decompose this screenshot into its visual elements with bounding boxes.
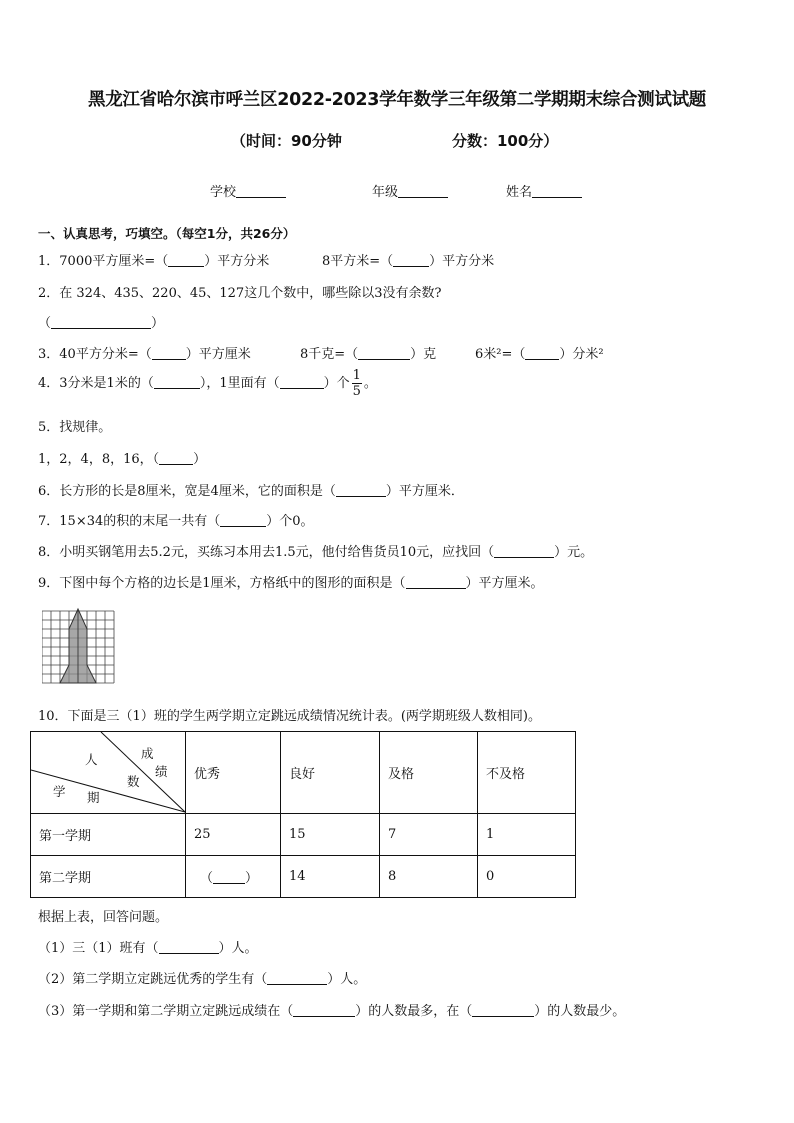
question-4: 4．3分米是1米的（ ），1里面有（ ）个 $\frac{1}{5}$ 。 <box>38 368 377 399</box>
section-heading: 一、认真思考，巧填空。（每空1分，共26分） <box>38 226 296 241</box>
answer-blank[interactable] <box>159 452 193 465</box>
column-header: 不及格 <box>478 732 576 814</box>
row-label: 第二学期 <box>31 856 186 898</box>
column-header: 良好 <box>281 732 380 814</box>
question-3c: 6米²=（ ）分米² <box>475 347 604 362</box>
page-title: 黑龙江省哈尔滨市呼兰区2022-2023学年数学三年级第二学期期末综合测试试题 <box>88 90 706 110</box>
answer-blank[interactable] <box>267 972 327 985</box>
question-8: 8．小明买钢笔用去5.2元，买练习本用去1.5元，他付给售货员10元，应找回（ ）元。 <box>38 545 594 560</box>
answer-blank[interactable] <box>494 545 554 558</box>
answer-blank[interactable] <box>472 1004 534 1017</box>
grid-rocket-figure <box>42 607 122 685</box>
grade-field[interactable] <box>372 181 448 200</box>
fraction-one-fifth: $\frac{1}{5}$ <box>352 368 361 399</box>
header-shu: 数 <box>127 774 140 789</box>
answer-blank[interactable] <box>168 254 204 267</box>
question-9: 9．下图中每个方格的边长是1厘米，方格纸中的图形的面积是（ ）平方厘米。 <box>38 576 544 591</box>
answer-blank[interactable] <box>525 347 559 360</box>
question-6: 6．长方形的长是8厘米，宽是4厘米，它的面积是（ ）平方厘米． <box>38 484 464 499</box>
table-cell: 8 <box>380 856 478 898</box>
answer-blank[interactable] <box>336 484 386 497</box>
grade-label: 年级 <box>372 185 399 200</box>
answer-blank[interactable] <box>159 941 219 954</box>
subquestion-3: （3）第一学期和第二学期立定跳远成绩在（ ）的人数最多，在（ ）的人数最少。 <box>38 1004 626 1019</box>
table-cell: 1 <box>478 814 576 856</box>
school-label: 学校 <box>210 185 237 200</box>
school-field[interactable] <box>210 181 286 200</box>
score-label: 分数：100分） <box>452 132 559 150</box>
question-10: 10．下面是三（1）班的学生两学期立定跳远成绩情况统计表。(两学期班级人数相同)。 <box>38 709 541 724</box>
answer-blank[interactable] <box>152 347 186 360</box>
subquestion-2: （2）第二学期立定跳远优秀的学生有（ ）人。 <box>38 972 367 987</box>
header-ji: 绩 <box>155 764 168 779</box>
header-cheng: 成 <box>141 746 154 761</box>
answer-blank[interactable] <box>293 1004 355 1017</box>
header-xue: 学 <box>53 784 66 799</box>
row-label: 第一学期 <box>31 814 186 856</box>
answer-blank[interactable] <box>280 376 324 389</box>
table-cell: 7 <box>380 814 478 856</box>
jump-stats-table <box>30 731 576 898</box>
question-7: 7．15×34的积的末尾一共有（ ）个0。 <box>38 514 314 529</box>
table-cell: 25 <box>186 814 281 856</box>
column-header: 优秀 <box>186 732 281 814</box>
table-row <box>31 814 576 856</box>
question-1b: 8平方米=（ ）平方分米 <box>322 254 495 269</box>
question-5-sequence: 1，2，4，8，16，（ ） <box>38 452 207 467</box>
table-cell: 0 <box>478 856 576 898</box>
question-2-answer[interactable]: （ ） <box>38 316 165 331</box>
answer-blank[interactable] <box>220 514 266 527</box>
answer-blank[interactable] <box>358 347 410 360</box>
question-5: 5．找规律。 <box>38 420 112 435</box>
table-cell: 15 <box>281 814 380 856</box>
header-qi: 期 <box>87 790 100 805</box>
question-3: 3．40平方分米=（ ）平方厘米 <box>38 347 251 362</box>
question-2: 2．在 324、435、220、45、127这几个数中，哪些除以3没有余数? <box>38 286 442 301</box>
answer-blank[interactable] <box>154 376 200 389</box>
header-ren: 人 <box>85 752 98 767</box>
table-cell-blank[interactable]: （ ） <box>186 856 281 898</box>
question-1: 1．7000平方厘米=（ ）平方分米 <box>38 254 270 269</box>
table-followup: 根据上表，回答问题。 <box>38 910 169 925</box>
column-header: 及格 <box>380 732 478 814</box>
diagonal-header-cell <box>31 732 186 814</box>
answer-blank[interactable] <box>406 576 466 589</box>
name-label: 姓名 <box>506 185 533 200</box>
time-label: （时间：90分钟 <box>231 132 342 150</box>
question-3b: 8千克=（ ）克 <box>300 347 437 362</box>
answer-blank[interactable] <box>393 254 429 267</box>
table-cell: 14 <box>281 856 380 898</box>
table-row <box>31 856 576 898</box>
name-field[interactable] <box>506 181 582 200</box>
subquestion-1: （1）三（1）班有（ ）人。 <box>38 941 258 956</box>
